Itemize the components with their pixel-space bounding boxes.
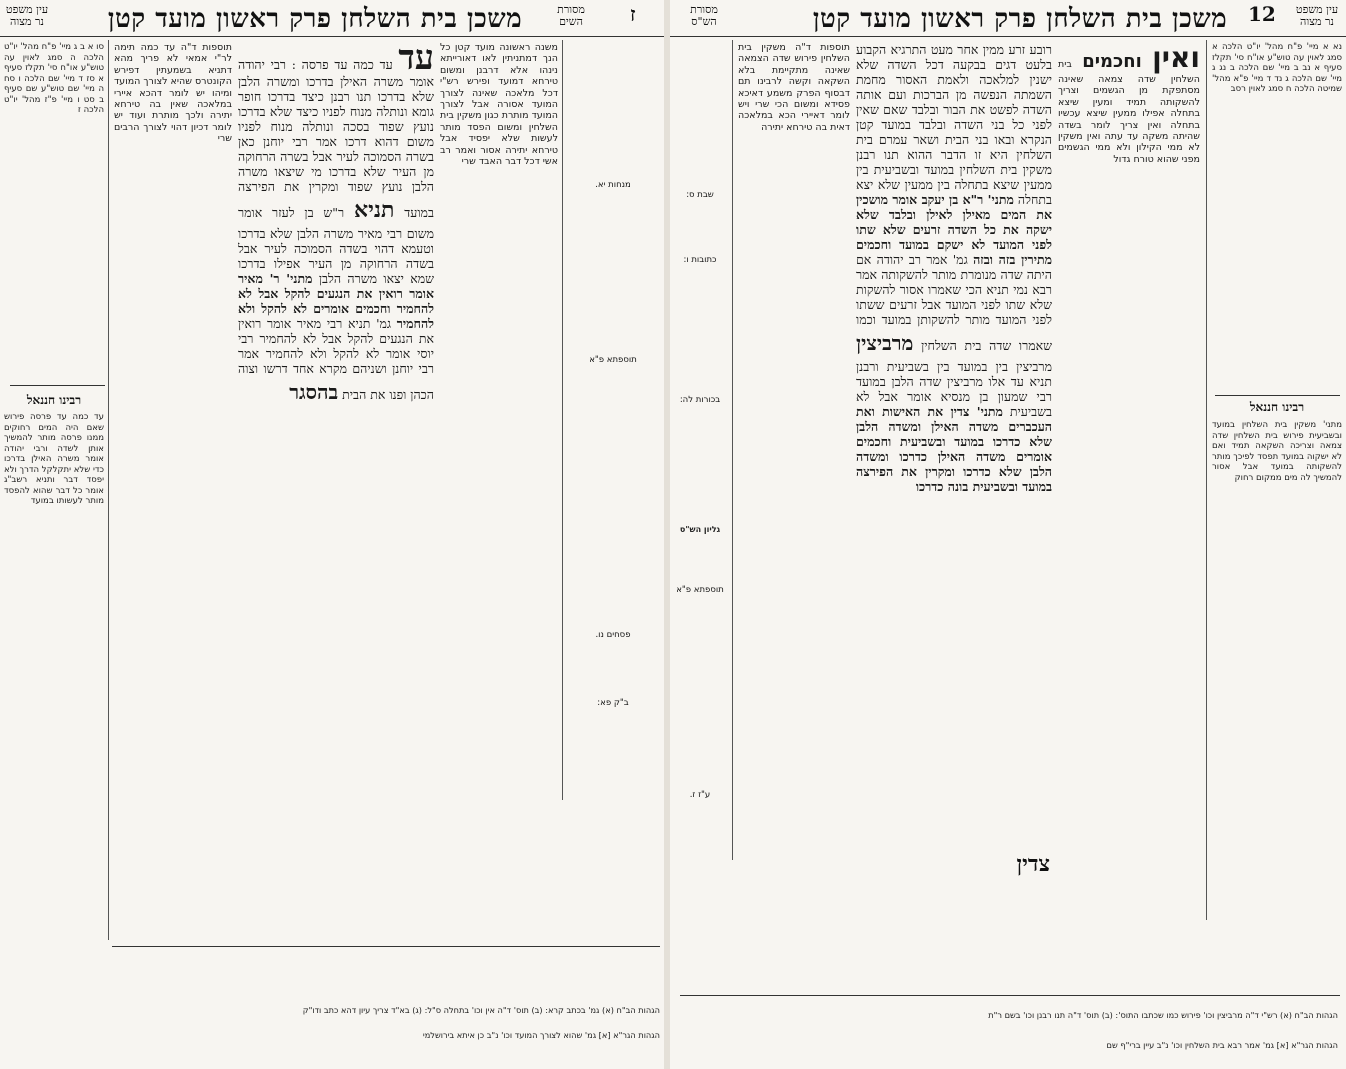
right-closing-word: צדין bbox=[1016, 851, 1050, 877]
left-gemara2-text: גמ' תניא רבי מאיר אומר רואין את הנגעים להקל אבל לא להחמיר רבי יוסי אומר לא להקל ולא להחמיר אמר רבי יוחנן ושניהם מקרא אחד דרשו וצוה הכהן ופנו את הבית bbox=[238, 316, 434, 402]
left-page-letter: ז bbox=[630, 2, 636, 26]
right-footnote-rule bbox=[680, 995, 1340, 996]
left-hananel-rule bbox=[10, 385, 105, 386]
left-rashi: משנה ראשונה מועד קטן כל הנך דמתניתין לאו דאורייתא נינהו אלא דרבנן ומשום טירחא דמועד ופירש רש"י דכל מלאכה שאינה לצורך המועד אסורה אבל לצורך המועד מותרת כגון משקין בית השלחין ומשום הפסד מותר לעשות שלא יפסיד אבל טירחא יתירה אסור ואמר רב אשי דכל דבר האבד שרי bbox=[440, 42, 558, 168]
right-rashi-block bbox=[1058, 42, 1200, 882]
left-footnote-1: הגהות הב"ח (א) גמ' בכתב קרא: (ב) תוס' ד"ה אין וכו' בתחלה ס"ל: (ג) בא"ד צריך עיון דהא כתב ודו"ק bbox=[302, 1005, 660, 1015]
left-masoret-label: ב"ק פא: bbox=[597, 698, 629, 708]
right-header-rule bbox=[670, 36, 1346, 37]
right-margin-header: עין משפט נר מצוה bbox=[1295, 3, 1339, 28]
right-rashi-text: בית השלחין שדה צמאה שאינה מסתפקת מן הגשמים וצריך להשקותה תמיד ומעין שיצא בתחלה אפילו ממעין שיצא עכשיו בתחלה ואין צריך לומר בשדה שהיתה משקה עד עתה ואין משקין לא ממי הקילון ולא ממי הגשמים מפני שהוא טורח גדול bbox=[1058, 59, 1200, 165]
left-masoret-divider bbox=[562, 40, 563, 800]
left-page bbox=[0, 0, 665, 1069]
left-opening-word: עד bbox=[398, 42, 434, 78]
right-masoret-label: כתובות ו: bbox=[683, 255, 717, 265]
right-gemara-block bbox=[856, 42, 1052, 842]
right-footnote-2: הגהות הגר"א [א] גמ' אמר רבא בית השלחין וכו' נ"ב עיין ברי"ף שם bbox=[1106, 1040, 1338, 1050]
right-masoret-label: בכורות לה: bbox=[679, 395, 721, 405]
right-footnote-1: הגהות הב"ח (א) רש"י ד"ה מרביצין וכו' פירוש כמו שכתבו התוס': (ב) תוס' ד"ה תנו רבנן וכו' בשם ר"ת bbox=[988, 1010, 1338, 1020]
right-hananel-rule bbox=[1215, 395, 1340, 396]
right-hananel-text: מתני' משקין בית השלחין במועד ובשביעית פירוש בית השלחין שדה צמאה וצריכה השקאה תמיד ואם לא ישקוה במועד תפסד לפיכך מותר להשקותה במועד אבל אסור להמשיך לה מים ממקום רחוק bbox=[1212, 420, 1342, 483]
left-masoret-label: פסחים נו. bbox=[595, 630, 631, 640]
right-gemara2-text: גמ' אמר רב יהודה אם היתה שדה מנומרת מותר להשקותה אמר רבא נמי תניא הכי שאמרו אסור להשקות שלא שתו לפני המועד אבל זרעים ששתו לפני המועד מותר להשקותן במועד וכמו שאמרו שדה בית השלחין bbox=[856, 252, 1052, 353]
left-hananel-text: עד כמה עד פרסה פירוש שאם היה המים רחוקים ממנו פרסה מותר להמשיך אותן לשדה ורבי יהודה אומר משרה האילן בדרכו כדי שלא יתקלקל הדרך ולא יפסד דבר ותניא רשב"ג אומר כל דבר שהוא להפסד מותר לעשותו במועד bbox=[4, 412, 104, 506]
right-margin-divider bbox=[1206, 40, 1207, 920]
right-opening-word: ואין bbox=[1152, 42, 1200, 74]
right-marbitzin-text: מרביצין בין במועד בין בשביעית ורבנן תניא עד אלו מרביצין שדה הלבן במועד רבי שמעון בן מנסיא אומר אבל לא בשביעית bbox=[856, 359, 1052, 419]
left-footnote-rule bbox=[112, 946, 660, 947]
left-gemara-text: עד כמה עד פרסה : רבי יהודה אומר משרה האילן בדרכו ומשרה הלבן שלא בדרכו תנו רבנן כיצד בדרכו חופר גומא ונותלה מנוח לפניו כיצד שלא בדרכו נועץ שפוד בסכה ונותלה מנוח לפניו משום דהוא דרכו אמר רבי יוחנן כאן בשרה הסמוכה לעיר אבל בשרה הרחוקה מן העיר שלא בדרכו מי שיצאו משרה הלבן נועץ שפוד ומקרין את הפירצה במועד bbox=[238, 57, 434, 220]
left-closing-word: בהסגר bbox=[289, 380, 339, 404]
right-gemara-text: רובע זרע ממין אחר מעט התרגיא הקבוע בלעט דגים בבקעה דכל השדה שלא ישנין למלאכה ולאמת האסור מחמת השמתה הנפשה מן הברכות ועם אותה השדה לפשט את הבור ובלבד שאם שאין לפני כל בני השדה ובלבד במועד קטן הנקרא ובאו בני הבית ושאר עמרם בית השלחין היא זו הדבר ההוא תנו רבנן משקין בית השלחין במועד ובשביעית בין ממעין שיצא בתחלה בין ממעין שלא יצא בתחלה bbox=[856, 42, 1052, 207]
right-masoret-label: תוספתא פ"א bbox=[676, 585, 724, 595]
left-footnote-2: הגהות הגר"א [א] גמ' שהוא לצורך המועד וכו' נ"ב כן איתא בירושלמי bbox=[422, 1030, 660, 1040]
right-hananel-title: רבינו חננאל bbox=[1249, 400, 1305, 414]
right-mishnah2-text: מתני' צדין את האישות ואת העכברים משדה האילן ומשדה הלבן שלא כדרכו במועד ובשביעית וחכמים אומרים משדה האילן כדרכו ומשדה הלבן שלא כדרכו ומקרין את הפירצה במועד ובשביעית בונה כדרכו bbox=[856, 404, 1052, 494]
right-marbitzin-word: מרביצין bbox=[856, 331, 914, 355]
left-masoret-label: תוספתא פ"א bbox=[589, 355, 637, 365]
left-tosafot: תוספות ד"ה עד כמה תימה לר"י אמאי לא פריך מהא דתניא בשמעתין דפירש הקונטרס שהיא לצורך המועד ומיהו יש לומר דהכא איירי במלאכה שאין בה טירחא יתירה ולכך מותרת ועוד יש לומר דכיון דהוי לצורך הרבים שרי bbox=[114, 42, 232, 145]
left-tanya-text: ר"ש בן לעזר אומר משום רבי מאיר משרה הלבן שלא בדרכו וטעמא דהוי בשדה הסמוכה לעיר אבל בשדה הרחוקה מן העיר אפילו בדרכו שמא יצאו משרה הלבן bbox=[238, 205, 434, 286]
left-masoret-label: מנחות יא. bbox=[595, 180, 631, 190]
right-page-number: 12 bbox=[1248, 2, 1276, 26]
right-masoret-label: שבת ס: bbox=[686, 190, 714, 200]
right-mishnah-text: מתני' ר"א בן יעקב אומר מושכין את המים מאילן לאילן ובלבד שלא ישקה את כל השדה זרעים שלא שתו לפני המועד לא ישקם במועד וחכמים מתירין בזה ובזה bbox=[856, 192, 1052, 267]
left-header-title: משכן בית השלחן פרק ראשון מועד קטן bbox=[107, 4, 523, 34]
right-masoret-divider bbox=[732, 40, 733, 860]
left-ein-mishpat: סו א ב ג מיי' פ"ח מהל' יו"ט הלכה ה סמג לאוין עה טוש"ע או"ח סי' תקלז סעיף א סז ד מיי' שם הלכה ו סח ה מיי' שם טוש"ע שם סעיף ב סט ו מיי' פ"ז מהל' יו"ט הלכה ז bbox=[4, 42, 104, 115]
right-masoret-label: ע"ז ז. bbox=[689, 790, 711, 800]
left-header-rule bbox=[0, 36, 664, 37]
left-masoret-header: מסורת השים bbox=[557, 3, 585, 28]
right-tosafot: תוספות ד"ה משקין בית השלחין פירוש שדה הצמאה שאינה מתקיימת בלא השקאה וקשה לרבינו תם דבסוף הפרק משמע דאיכא פסידא ומשום הכי שרי ויש לומר דאיירי הכא במלאכה דאית בה טירחא יתירה bbox=[738, 42, 850, 133]
left-tanya-word: תניא bbox=[353, 197, 395, 223]
left-mishnah-text: מתני' ר' מאיר אומר רואין את הנגעים להקל אבל לא להחמיר וחכמים אומרים לא להקל ולא להחמיר bbox=[238, 271, 434, 331]
left-hananel-title: רבינו חננאל bbox=[26, 393, 82, 407]
right-header-title: משכן בית השלחן פרק ראשון מועד קטן bbox=[812, 4, 1228, 34]
right-masoret-header: מסורת הש"ס bbox=[690, 3, 718, 28]
left-gemara-block bbox=[238, 42, 434, 812]
left-margin-divider bbox=[108, 40, 109, 940]
left-margin-header: עין משפט נר מצוה bbox=[5, 3, 49, 28]
right-ein-mishpat: נא א מיי' פ"ח מהל' יו"ט הלכה א סמג לאוין עה טוש"ע או"ח סי' תקלז סעיף א נב ב מיי' שם הלכה ב נג ג מיי' שם הלכה ג נד ד מיי' פ"א מהל' שמיטה הלכה ח סמג לאוין רסב bbox=[1212, 42, 1342, 94]
right-page bbox=[670, 0, 1346, 1069]
right-gilyon-title: גליון הש"ס bbox=[679, 525, 721, 534]
right-section-word: וחכמים bbox=[1082, 51, 1142, 72]
